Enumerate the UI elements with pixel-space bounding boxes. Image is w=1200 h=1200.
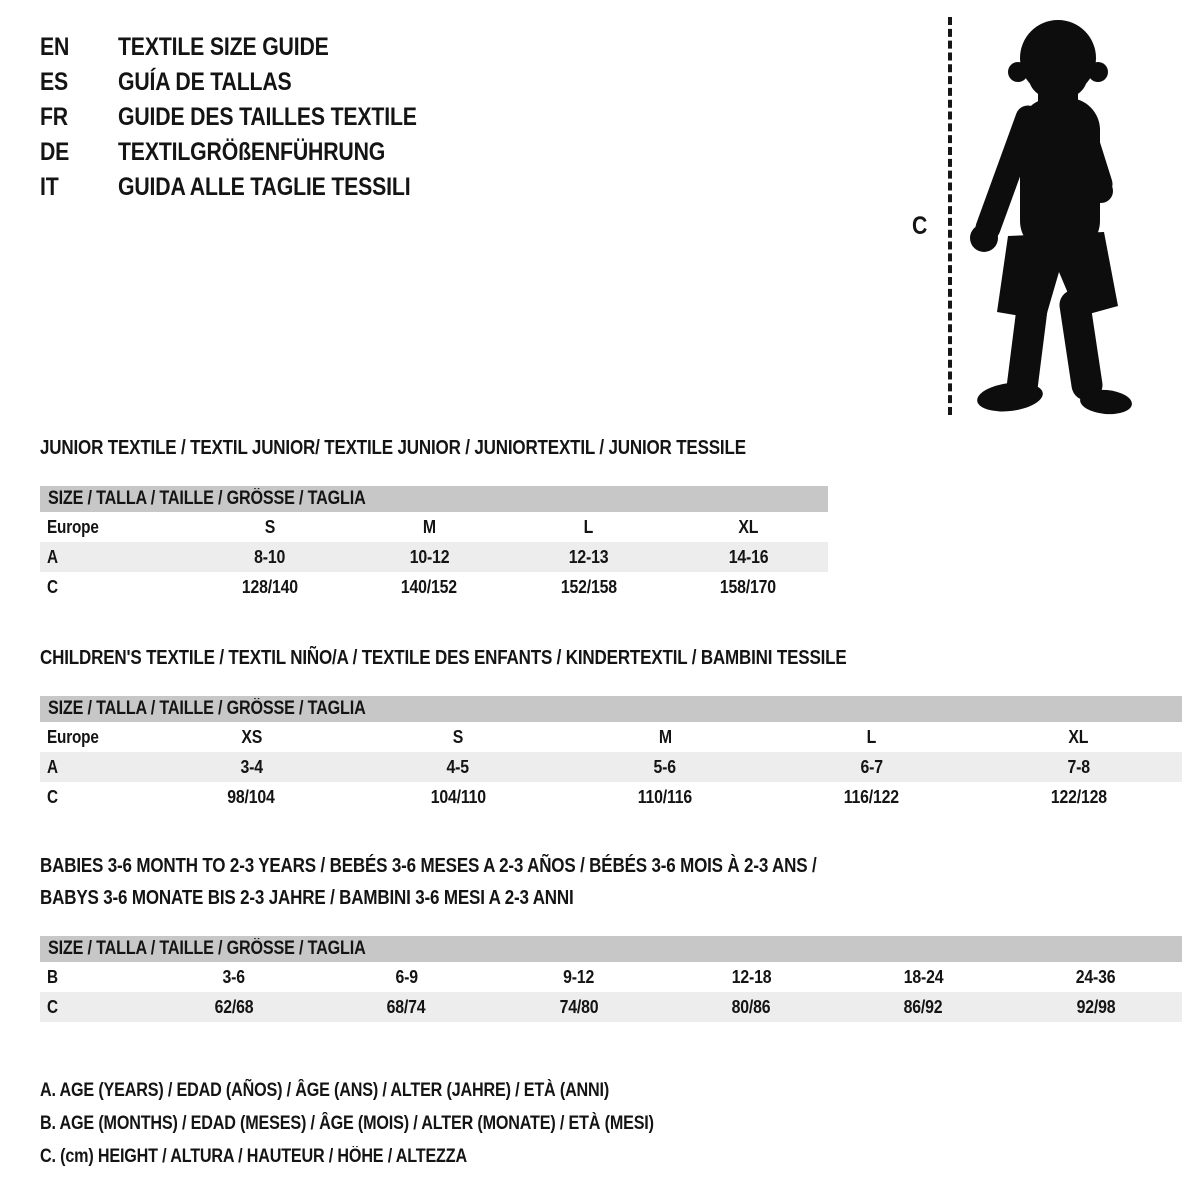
value-cell bbox=[509, 542, 669, 572]
value-text: S bbox=[264, 517, 275, 537]
title-language-code-text: FR bbox=[40, 103, 68, 131]
value-text: 6-7 bbox=[860, 757, 883, 777]
babies-section-heading bbox=[40, 850, 1182, 914]
value-cell bbox=[320, 992, 492, 1022]
junior-size-table bbox=[40, 486, 828, 602]
row-label-cell bbox=[40, 722, 148, 752]
babies-size-table-rows bbox=[40, 962, 1182, 1022]
value-text: 3-6 bbox=[222, 967, 246, 987]
value-text: 12-13 bbox=[568, 547, 609, 567]
section-heading-text: JUNIOR TEXTILE / TEXTIL JUNIOR/ TEXTILE JUNIOR / JUNIORTEXTIL / JUNIOR TESSILE bbox=[40, 437, 746, 459]
value-cell bbox=[355, 752, 562, 782]
value-text: 5-6 bbox=[653, 757, 677, 777]
value-text: 9-12 bbox=[563, 967, 595, 987]
value-cell bbox=[562, 782, 769, 812]
title-text: TEXTILE SIZE GUIDE bbox=[118, 33, 329, 61]
value-cell bbox=[768, 782, 975, 812]
row-label-cell bbox=[40, 782, 148, 812]
junior-size-table-header bbox=[40, 486, 828, 512]
legend-line bbox=[40, 1074, 1182, 1107]
babies-size-table-header bbox=[40, 936, 1182, 962]
section-children bbox=[40, 642, 1182, 812]
title-block bbox=[40, 30, 470, 205]
table-row bbox=[40, 992, 1182, 1022]
legend bbox=[40, 1074, 1182, 1173]
section-heading-text: BABIES 3-6 MONTH TO 2-3 YEARS / BEBÉS 3-6 MESES A 2-3 AÑOS / BÉBÉS 3-6 MOIS À 2-3 ANS / bbox=[40, 855, 817, 877]
value-text: 3-4 bbox=[240, 757, 263, 777]
value-text: 18-24 bbox=[903, 967, 944, 987]
section-heading-line bbox=[40, 432, 1182, 464]
value-cell bbox=[665, 962, 837, 992]
value-cell bbox=[975, 752, 1182, 782]
value-text: 6-9 bbox=[395, 967, 418, 987]
title-row bbox=[40, 30, 470, 65]
table-row bbox=[40, 572, 828, 602]
value-cell bbox=[837, 992, 1009, 1022]
title-language-code bbox=[40, 33, 118, 62]
row-label-text: B bbox=[47, 967, 58, 987]
table-row bbox=[40, 752, 1182, 782]
table-row bbox=[40, 962, 1182, 992]
value-cell bbox=[665, 992, 837, 1022]
value-cell bbox=[493, 962, 665, 992]
value-text: 68/74 bbox=[387, 997, 426, 1017]
section-heading-line bbox=[40, 882, 1182, 914]
value-cell bbox=[350, 572, 510, 602]
babies-size-table bbox=[40, 936, 1182, 1022]
title-language-code-text: EN bbox=[40, 33, 70, 61]
value-cell bbox=[768, 722, 975, 752]
value-cell bbox=[355, 722, 562, 752]
section-junior bbox=[40, 432, 1182, 602]
table-row bbox=[40, 542, 828, 572]
title-language-code-text: ES bbox=[40, 68, 69, 96]
value-cell bbox=[190, 572, 350, 602]
value-text: 86/92 bbox=[904, 997, 943, 1017]
value-cell bbox=[669, 572, 829, 602]
value-cell bbox=[190, 512, 350, 542]
table-row bbox=[40, 782, 1182, 812]
children-size-table-rows bbox=[40, 722, 1182, 812]
children-size-table bbox=[40, 696, 1182, 812]
value-cell bbox=[975, 782, 1182, 812]
table-row bbox=[40, 512, 828, 542]
value-text: 92/98 bbox=[1076, 997, 1116, 1017]
value-cell bbox=[975, 722, 1182, 752]
value-text: 62/68 bbox=[214, 997, 254, 1017]
height-measure-label-text: C bbox=[912, 212, 928, 240]
title-language-code-text: IT bbox=[40, 173, 59, 201]
junior-size-table-header-text: SIZE / TALLA / TAILLE / GRÖSSE / TAGLIA bbox=[48, 488, 366, 509]
value-cell bbox=[320, 962, 492, 992]
value-cell bbox=[148, 992, 320, 1022]
value-text: S bbox=[452, 727, 464, 747]
row-label-text: C bbox=[47, 997, 58, 1017]
value-text: 158/170 bbox=[720, 577, 777, 597]
title-text: GUIDE DES TAILLES TEXTILE bbox=[118, 103, 417, 131]
height-measure-label bbox=[912, 212, 930, 241]
title-text: GUÍA DE TALLAS bbox=[118, 68, 292, 96]
value-text: M bbox=[422, 517, 436, 537]
row-label-text: A bbox=[47, 547, 58, 567]
row-label-text: A bbox=[47, 757, 58, 777]
toddler-silhouette-icon bbox=[966, 14, 1138, 416]
value-cell bbox=[190, 542, 350, 572]
value-text: 24-36 bbox=[1075, 967, 1116, 987]
value-cell bbox=[148, 752, 355, 782]
table-row bbox=[40, 722, 1182, 752]
value-text: 116/122 bbox=[844, 787, 900, 807]
value-text: XL bbox=[738, 517, 759, 537]
value-cell bbox=[837, 962, 1009, 992]
junior-section-heading bbox=[40, 432, 1182, 464]
content-column bbox=[40, 432, 1182, 1173]
value-cell bbox=[148, 962, 320, 992]
value-cell bbox=[669, 542, 829, 572]
junior-size-table-rows bbox=[40, 512, 828, 602]
value-cell bbox=[1010, 992, 1182, 1022]
value-text: 4-5 bbox=[447, 757, 470, 777]
value-text: L bbox=[867, 727, 877, 747]
value-text: 80/86 bbox=[731, 997, 771, 1017]
value-text: 104/110 bbox=[430, 787, 486, 807]
value-cell bbox=[350, 512, 510, 542]
title-row bbox=[40, 65, 470, 100]
value-cell bbox=[509, 512, 669, 542]
value-text: 110/116 bbox=[637, 787, 693, 807]
value-text: XS bbox=[240, 727, 262, 747]
title-text: GUIDA ALLE TAGLIE TESSILI bbox=[118, 173, 411, 201]
row-label-cell bbox=[40, 572, 190, 602]
section-heading-text: BABYS 3-6 MONATE BIS 2-3 JAHRE / BAMBINI 3-6 MESI A 2-3 ANNI bbox=[40, 887, 574, 909]
title-text: TEXTILGRÖßENFÜHRUNG bbox=[118, 138, 386, 166]
row-label-text: Europe bbox=[47, 517, 99, 537]
legend-line-text: A. AGE (YEARS) / EDAD (AÑOS) / ÂGE (ANS) / ALTER (JAHRE) / ETÀ (ANNI) bbox=[40, 1080, 610, 1101]
value-cell bbox=[493, 992, 665, 1022]
title-row bbox=[40, 135, 470, 170]
title-language-code bbox=[40, 103, 118, 132]
row-label-text: Europe bbox=[47, 727, 99, 747]
value-text: 152/158 bbox=[560, 577, 617, 597]
value-cell bbox=[669, 512, 829, 542]
value-text: XL bbox=[1068, 727, 1089, 747]
value-text: 14-16 bbox=[728, 547, 769, 567]
row-label-text: C bbox=[47, 577, 58, 597]
value-text: L bbox=[583, 517, 594, 537]
section-heading-line bbox=[40, 850, 1182, 882]
value-text: 12-18 bbox=[731, 967, 771, 987]
value-text: 98/104 bbox=[227, 787, 276, 807]
section-heading-text: CHILDREN'S TEXTILE / TEXTIL NIÑO/A / TEXTILE DES ENFANTS / KINDERTEXTIL / BAMBINI TESSILE bbox=[40, 647, 847, 669]
section-heading-line bbox=[40, 642, 1182, 674]
value-cell bbox=[1010, 962, 1182, 992]
children-section-heading bbox=[40, 642, 1182, 674]
value-cell bbox=[350, 542, 510, 572]
row-label-text: C bbox=[47, 787, 58, 807]
title-row bbox=[40, 170, 470, 205]
value-cell bbox=[562, 752, 769, 782]
value-cell bbox=[148, 782, 355, 812]
legend-line bbox=[40, 1107, 1182, 1140]
height-measure-line bbox=[948, 17, 952, 415]
value-cell bbox=[148, 722, 355, 752]
title-language-code bbox=[40, 68, 118, 97]
value-cell bbox=[768, 752, 975, 782]
row-label-cell bbox=[40, 992, 148, 1022]
title-language-code-text: DE bbox=[40, 138, 70, 166]
title-language-code bbox=[40, 173, 118, 202]
section-babies bbox=[40, 850, 1182, 1022]
row-label-cell bbox=[40, 512, 190, 542]
children-size-table-header bbox=[40, 696, 1182, 722]
value-cell bbox=[509, 572, 669, 602]
value-cell bbox=[562, 722, 769, 752]
babies-size-table-header-text: SIZE / TALLA / TAILLE / GRÖSSE / TAGLIA bbox=[48, 938, 366, 959]
value-cell bbox=[355, 782, 562, 812]
children-size-table-header-text: SIZE / TALLA / TAILLE / GRÖSSE / TAGLIA bbox=[48, 698, 366, 719]
legend-line-text: C. (cm) HEIGHT / ALTURA / HAUTEUR / HÖHE / ALTEZZA bbox=[40, 1146, 467, 1167]
value-text: 74/80 bbox=[559, 997, 599, 1017]
value-text: 7-8 bbox=[1067, 757, 1090, 777]
value-text: M bbox=[658, 727, 672, 747]
row-label-cell bbox=[40, 542, 190, 572]
value-text: 140/152 bbox=[401, 577, 458, 597]
title-row bbox=[40, 100, 470, 135]
legend-line-text: B. AGE (MONTHS) / EDAD (MESES) / ÂGE (MOIS) / ALTER (MONATE) / ETÀ (MESI) bbox=[40, 1113, 654, 1134]
value-text: 10-12 bbox=[409, 547, 450, 567]
row-label-cell bbox=[40, 752, 148, 782]
value-text: 122/128 bbox=[1050, 787, 1107, 807]
legend-line bbox=[40, 1140, 1182, 1173]
value-text: 8-10 bbox=[254, 547, 286, 567]
value-text: 128/140 bbox=[241, 577, 298, 597]
row-label-cell bbox=[40, 962, 148, 992]
title-language-code bbox=[40, 138, 118, 167]
